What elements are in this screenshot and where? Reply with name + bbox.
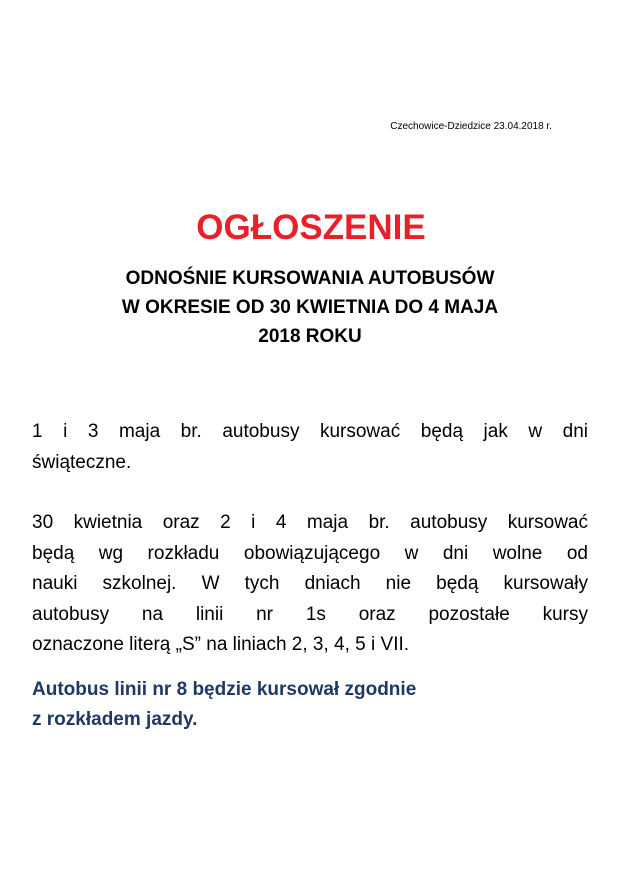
paragraph-line: będą wg rozkładu obowiązującego w dni wolne od <box>32 542 588 564</box>
announcement-title: OGŁOSZENIE <box>196 208 426 247</box>
announcement-subtitle <box>60 264 560 351</box>
paragraph-line: 30 kwietnia oraz 2 i 4 maja br. autobusy kursować <box>32 512 588 533</box>
paragraph-line: świąteczne. <box>32 451 132 473</box>
note-line: Autobus linii nr 8 będzie kursował zgodnie <box>32 679 417 700</box>
paragraph-line: autobusy na linii nr 1s oraz pozostałe kursy <box>32 603 588 625</box>
paragraph-line: oznaczone literą „S” na liniach 2, 3, 4, 5 i VII. <box>32 634 410 655</box>
paragraph-line: 1 i 3 maja br. autobusy kursować będą jak w dni <box>32 421 588 442</box>
place-and-date: Czechowice-Dziedzice 23.04.2018 r. <box>390 121 552 132</box>
paragraph-holidays <box>32 417 588 478</box>
subtitle-line: 2018 ROKU <box>258 326 362 347</box>
note-line: z rozkładem jazdy. <box>32 709 198 730</box>
paragraph-school-free-days <box>32 508 588 661</box>
line-8-note <box>32 675 572 735</box>
paragraph-line: nauki szkolnej. W tych dniach nie będą kursowały <box>32 573 588 594</box>
subtitle-line: ODNOŚNIE KURSOWANIA AUTOBUSÓW <box>125 268 495 289</box>
subtitle-line: W OKRESIE OD 30 KWIETNIA DO 4 MAJA <box>121 297 499 318</box>
